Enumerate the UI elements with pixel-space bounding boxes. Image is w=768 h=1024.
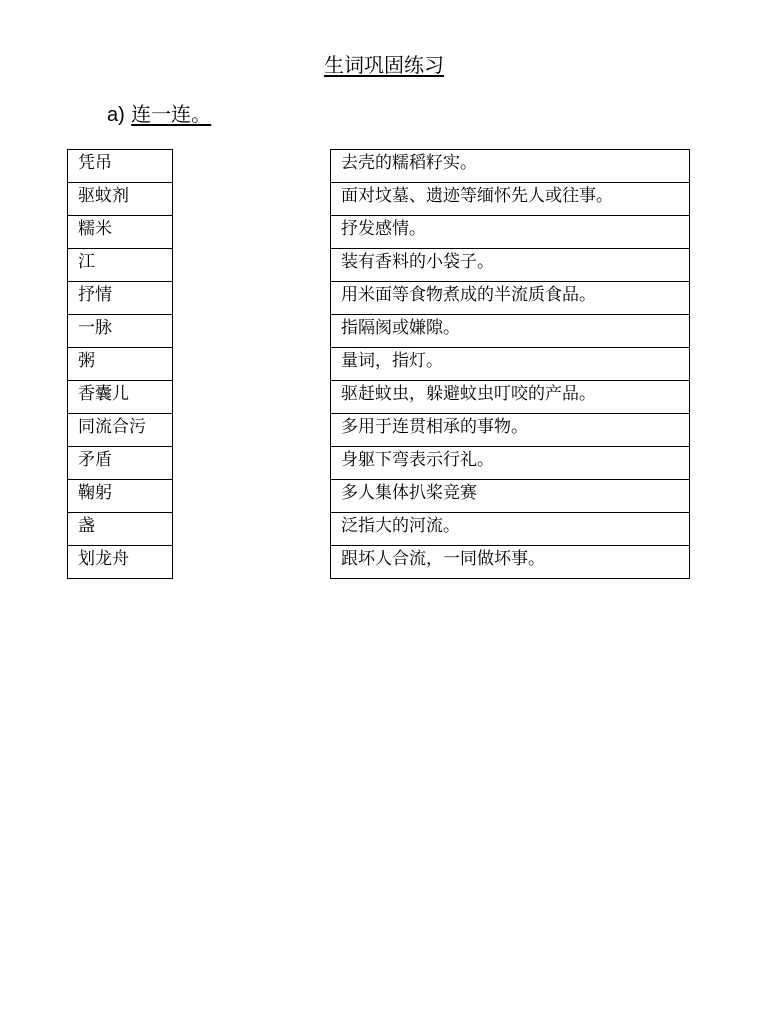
word-row [68, 546, 173, 579]
word-cell: 凭吊 [68, 150, 173, 183]
word-row [68, 183, 173, 216]
section-marker: a) [107, 104, 125, 126]
word-cell: 驱蚊剂 [68, 183, 173, 216]
word-row [68, 216, 173, 249]
definition-row [331, 216, 690, 249]
definition-cell: 用米面等食物煮成的半流质食品。 [331, 282, 690, 315]
word-cell: 盏 [68, 513, 173, 546]
definition-cell: 面对坟墓、遗迹等缅怀先人或往事。 [331, 183, 690, 216]
worksheet-title-text: 生词巩固练习 [324, 53, 444, 77]
definition-row [331, 414, 690, 447]
word-row [68, 447, 173, 480]
word-cell: 划龙舟 [68, 546, 173, 579]
word-cell: 江 [68, 249, 173, 282]
definition-cell: 抒发感情。 [331, 216, 690, 249]
word-row [68, 282, 173, 315]
word-cell: 鞠躬 [68, 480, 173, 513]
definition-cell: 装有香料的小袋子。 [331, 249, 690, 282]
definition-cell: 多人集体扒桨竞赛 [331, 480, 690, 513]
definition-row [331, 282, 690, 315]
word-cell: 粥 [68, 348, 173, 381]
definition-row [331, 183, 690, 216]
word-row [68, 348, 173, 381]
definition-row [331, 348, 690, 381]
definition-row [331, 381, 690, 414]
word-row [68, 414, 173, 447]
definition-row [331, 249, 690, 282]
word-row [68, 150, 173, 183]
word-row [68, 513, 173, 546]
word-cell: 抒情 [68, 282, 173, 315]
word-cell: 一脉 [68, 315, 173, 348]
definition-cell: 去壳的糯稻籽实。 [331, 150, 690, 183]
definition-cell: 身躯下弯表示行礼。 [331, 447, 690, 480]
section-instruction: 连一连。 [131, 102, 212, 126]
worksheet-title [0, 52, 768, 78]
word-row [68, 315, 173, 348]
section-heading [107, 101, 211, 128]
definition-table [330, 149, 690, 579]
word-cell: 香囊儿 [68, 381, 173, 414]
word-table [67, 149, 173, 579]
definition-cell: 多用于连贯相承的事物。 [331, 414, 690, 447]
definition-row [331, 546, 690, 579]
definition-cell: 驱赶蚊虫，躲避蚊虫叮咬的产品。 [331, 381, 690, 414]
word-cell: 同流合污 [68, 414, 173, 447]
definition-row [331, 513, 690, 546]
word-row [68, 381, 173, 414]
definition-cell: 泛指大的河流。 [331, 513, 690, 546]
word-cell: 糯米 [68, 216, 173, 249]
word-row [68, 480, 173, 513]
word-cell: 矛盾 [68, 447, 173, 480]
definition-cell: 跟坏人合流，一同做坏事。 [331, 546, 690, 579]
definition-row [331, 150, 690, 183]
definition-row [331, 315, 690, 348]
definition-cell: 指隔阂或嫌隙。 [331, 315, 690, 348]
definition-cell: 量词，指灯。 [331, 348, 690, 381]
word-row [68, 249, 173, 282]
definition-row [331, 447, 690, 480]
definition-row [331, 480, 690, 513]
